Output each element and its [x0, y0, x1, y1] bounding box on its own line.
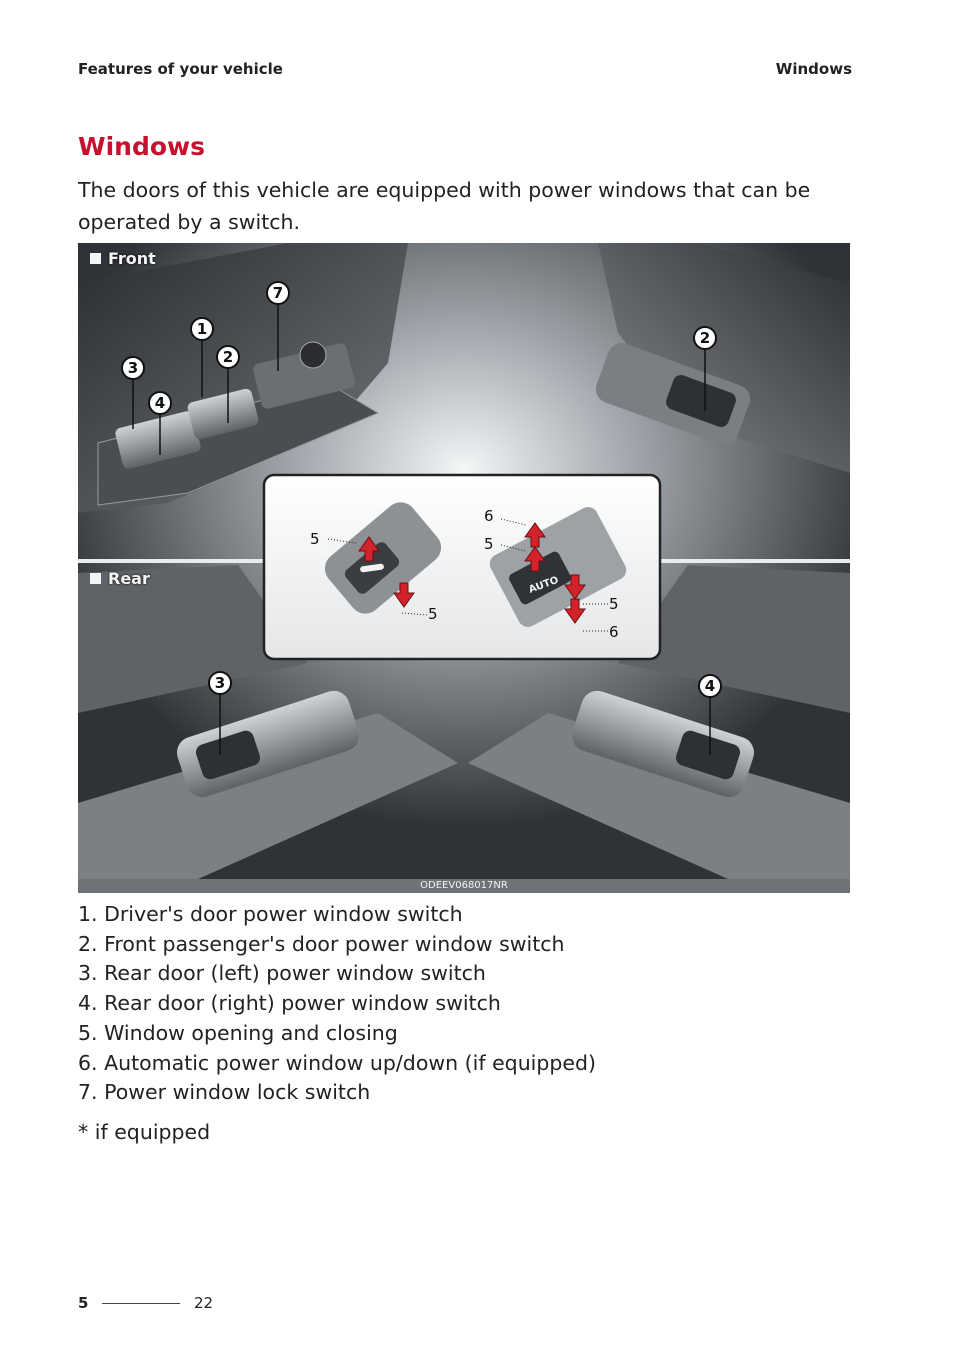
footer-chapter-number: 5 — [78, 1294, 89, 1312]
callout-4: 4 — [148, 391, 172, 415]
callout-2: 2 — [216, 345, 240, 369]
footer-page-number: 22 — [194, 1294, 214, 1312]
square-bullet-icon — [90, 573, 101, 584]
running-header-topic: Windows — [775, 60, 852, 78]
callout-7: 7 — [266, 281, 290, 305]
inset-label-6a: 6 — [484, 507, 494, 525]
callout-4-rear: 4 — [698, 674, 722, 698]
auto-label: AUTO — [527, 574, 561, 596]
section-title: Windows — [78, 132, 205, 161]
legend-item: 2. Front passenger's door power window switch — [78, 931, 565, 956]
inset-label-5d: 5 — [609, 595, 619, 613]
legend-item: 3. Rear door (left) power window switch — [78, 961, 486, 986]
inset-label-5b: 5 — [428, 605, 438, 623]
rear-label-text: Rear — [108, 569, 150, 588]
equipped-note: * if equipped — [78, 1120, 211, 1144]
callout-2-right: 2 — [693, 326, 717, 350]
figure-code: ODEEV068017NR — [78, 879, 850, 893]
legend-item: 6. Automatic power window up/down (if equipped) — [78, 1050, 597, 1075]
legend-item: 7. Power window lock switch — [78, 1080, 371, 1105]
square-bullet-icon — [90, 253, 101, 264]
running-header-chapter: Features of your vehicle — [78, 60, 283, 78]
callout-1: 1 — [190, 317, 214, 341]
legend-item: 4. Rear door (right) power window switch — [78, 991, 501, 1016]
callout-3: 3 — [121, 356, 145, 380]
rear-section-label — [90, 569, 150, 588]
inset-label-5a: 5 — [310, 530, 320, 548]
footer-rule — [102, 1303, 180, 1304]
inset-label-6b: 6 — [609, 623, 619, 641]
figure-legend — [78, 900, 596, 1108]
intro-paragraph: The doors of this vehicle are equipped with power windows that can be operated by a switch. — [78, 178, 811, 234]
front-section-label — [90, 249, 156, 268]
figure-illustration — [78, 243, 850, 893]
window-switch-figure — [78, 243, 850, 893]
legend-item: 5. Window opening and closing — [78, 1020, 398, 1045]
inset-label-5c: 5 — [484, 535, 494, 553]
callout-3-rear: 3 — [208, 671, 232, 695]
legend-item: 1. Driver's door power window switch — [78, 902, 463, 926]
front-label-text: Front — [108, 249, 156, 268]
